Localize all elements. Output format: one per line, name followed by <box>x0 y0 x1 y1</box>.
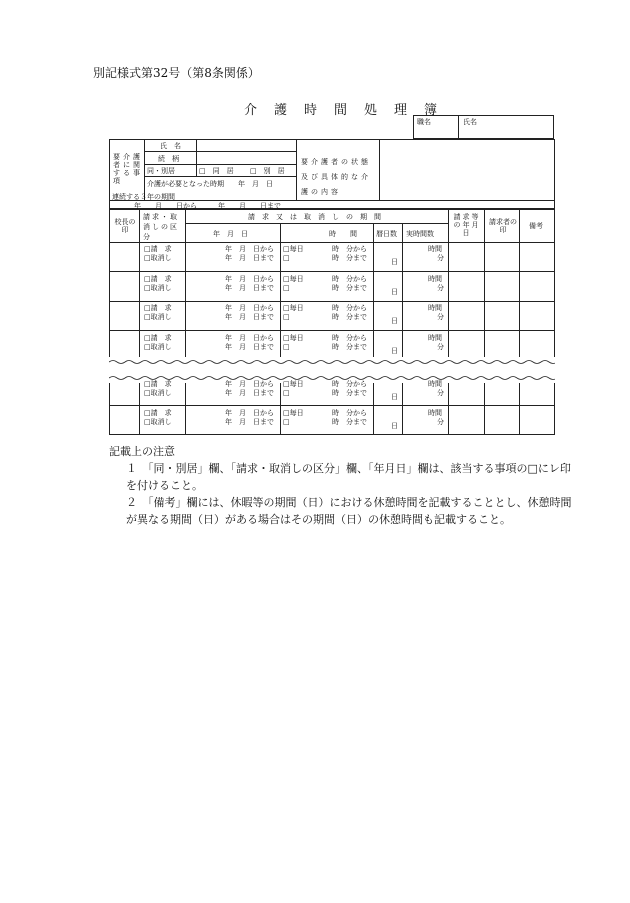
relation-row-label: 続 柄 <box>158 155 179 163</box>
row-cancel[interactable]: □取消し <box>144 343 172 351</box>
row-blank-box[interactable]: □ <box>283 284 290 292</box>
row-from-time: 時 分から <box>332 304 367 312</box>
row-cancel[interactable]: □取消し <box>144 284 172 292</box>
note-header: 備考 <box>529 222 543 230</box>
row-min-unit: 分 <box>437 254 444 262</box>
row-to-date: 年 月 日まで <box>225 284 274 292</box>
row-to-time: 時 分まで <box>332 389 367 397</box>
request-date-header: 請求等の年月日 <box>453 213 481 237</box>
three-year-label: 連続する３年の期間 <box>112 193 175 201</box>
row-daily[interactable]: □毎日 <box>283 245 304 253</box>
row-req[interactable]: □請 求 <box>144 245 172 253</box>
page-title: 介護時間処理簿 <box>244 103 455 118</box>
row-min-unit: 分 <box>437 418 444 426</box>
row-to-time: 時 分まで <box>332 418 367 426</box>
row-cancel[interactable]: □取消し <box>144 418 172 426</box>
row-from-time: 時 分から <box>332 275 367 283</box>
principal-seal-header: 校長の印 <box>114 218 136 234</box>
row-from-date: 年 月 日から <box>225 245 274 253</box>
row-from-date: 年 月 日から <box>225 275 274 283</box>
row-day-unit: 日 <box>391 393 398 401</box>
row-req[interactable]: □請 求 <box>144 275 172 283</box>
row-to-time: 時 分まで <box>332 284 367 292</box>
row-from-date: 年 月 日から <box>225 380 274 388</box>
care-start-label: 介護が必要となった時期 年 月 日 <box>147 180 273 188</box>
hours-header: 実時間数 <box>406 230 434 238</box>
row-hour-unit: 時間 <box>428 245 442 253</box>
row-to-time: 時 分まで <box>332 313 367 321</box>
row-daily[interactable]: □毎日 <box>283 304 304 312</box>
cohab-option-same[interactable]: □ 同 居 <box>199 167 234 175</box>
row-req[interactable]: □請 求 <box>144 380 172 388</box>
form-reference: 別記様式第32号（第8条関係） <box>93 66 260 80</box>
row-from-time: 時 分から <box>332 334 367 342</box>
row-blank-box[interactable]: □ <box>283 389 290 397</box>
row-blank-box[interactable]: □ <box>283 343 290 351</box>
row-blank-box[interactable]: □ <box>283 313 290 321</box>
note-item: ２ 「備考」欄には、休暇等の期間（日）における休憩時間を記載することとし、休憩時間が異なる期間（日）がある場合はその期間（日）の休憩時間も記載すること。 <box>126 496 572 526</box>
requester-seal-header: 請求者の印 <box>489 218 517 234</box>
time-header: 時 間 <box>329 230 357 238</box>
row-req[interactable]: □請 求 <box>144 409 172 417</box>
row-hour-unit: 時間 <box>428 304 442 312</box>
row-cancel[interactable]: □取消し <box>144 389 172 397</box>
row-to-date: 年 月 日まで <box>225 313 274 321</box>
row-from-time: 時 分から <box>332 380 367 388</box>
cohab-option-separate[interactable]: □ 別 居 <box>250 167 285 175</box>
row-min-unit: 分 <box>437 313 444 321</box>
row-cancel[interactable]: □取消し <box>144 313 172 321</box>
row-from-date: 年 月 日から <box>225 334 274 342</box>
row-from-date: 年 月 日から <box>225 409 274 417</box>
row-daily[interactable]: □毎日 <box>283 380 304 388</box>
period-header: 請求又は取消しの期間 <box>248 213 388 221</box>
row-req[interactable]: □請 求 <box>144 334 172 342</box>
row-min-unit: 分 <box>437 389 444 397</box>
row-min-unit: 分 <box>437 343 444 351</box>
row-day-unit: 日 <box>391 422 398 430</box>
row-to-date: 年 月 日まで <box>225 343 274 351</box>
name-row-label: 氏 名 <box>160 142 181 150</box>
row-day-unit: 日 <box>391 258 398 266</box>
name-label: 氏名 <box>463 118 477 126</box>
row-from-date: 年 月 日から <box>225 304 274 312</box>
three-year-period: 年 月 日から 年 月 日まで <box>134 202 281 210</box>
row-day-unit: 日 <box>391 347 398 355</box>
job-name-box <box>413 115 554 139</box>
row-min-unit: 分 <box>437 284 444 292</box>
row-daily[interactable]: □毎日 <box>283 409 304 417</box>
row-from-time: 時 分から <box>332 409 367 417</box>
days-header: 暦日数 <box>376 230 397 238</box>
care-person-group-label: 要介護者に関する事項 <box>113 153 143 185</box>
row-req[interactable]: □請 求 <box>144 304 172 312</box>
row-to-date: 年 月 日まで <box>225 389 274 397</box>
row-to-time: 時 分まで <box>332 254 367 262</box>
row-to-time: 時 分まで <box>332 343 367 351</box>
ymd-header: 年 月 日 <box>213 230 248 238</box>
row-hour-unit: 時間 <box>428 409 442 417</box>
row-day-unit: 日 <box>391 317 398 325</box>
row-hour-unit: 時間 <box>428 275 442 283</box>
cohab-label: 同・別居 <box>147 167 175 175</box>
row-hour-unit: 時間 <box>428 380 442 388</box>
row-blank-box[interactable]: □ <box>283 418 290 426</box>
row-daily[interactable]: □毎日 <box>283 334 304 342</box>
row-day-unit: 日 <box>391 288 398 296</box>
job-label: 職名 <box>417 118 431 126</box>
note-item: １ 「同・別居」欄、「請求・取消しの区分」欄、「年月日」欄は、該当する事項の□にレ印を付けること。 <box>126 462 571 492</box>
row-blank-box[interactable]: □ <box>283 254 290 262</box>
row-to-date: 年 月 日まで <box>225 418 274 426</box>
care-state-label: 要介護者の状態及び具体的な介護の内容 <box>301 158 371 196</box>
row-daily[interactable]: □毎日 <box>283 275 304 283</box>
row-hour-unit: 時間 <box>428 334 442 342</box>
row-cancel[interactable]: □取消し <box>144 254 172 262</box>
notes-title: 記載上の注意 <box>109 445 175 458</box>
row-from-time: 時 分から <box>332 245 367 253</box>
row-to-date: 年 月 日まで <box>225 254 274 262</box>
request-cancel-header: 請求・取消しの区分 <box>143 213 179 241</box>
